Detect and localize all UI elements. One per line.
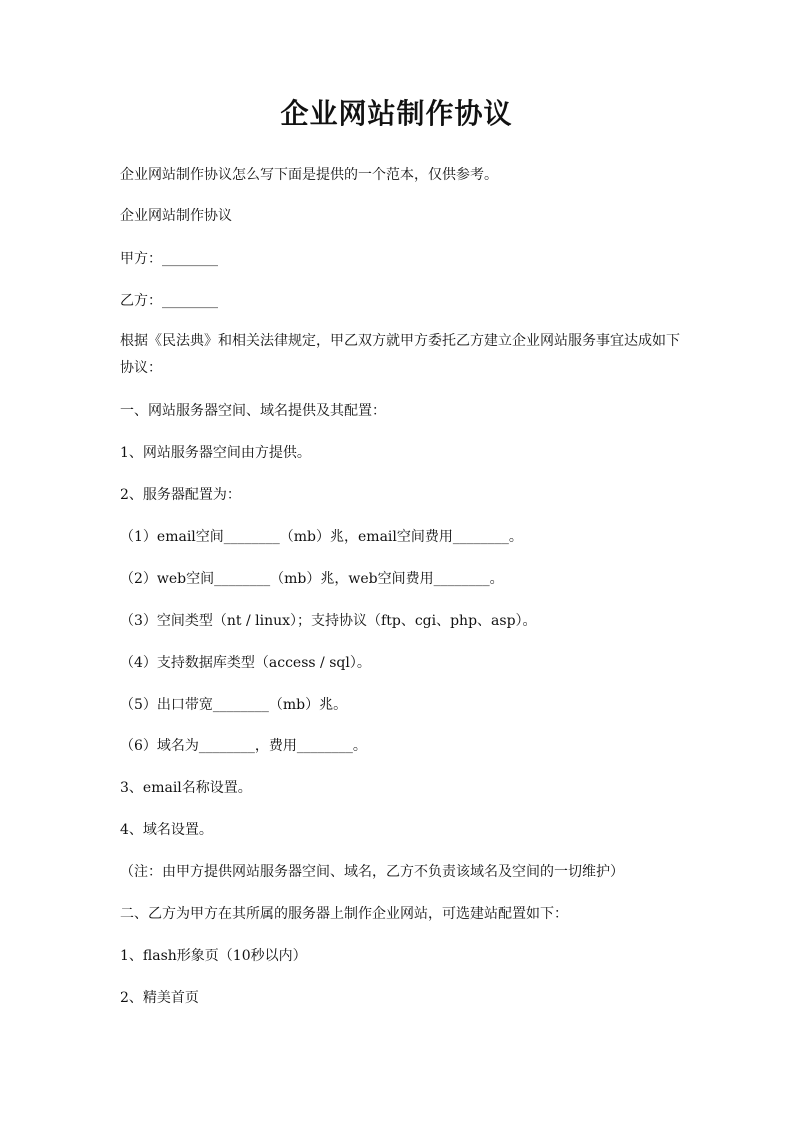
note-paragraph: （注：由甲方提供网站服务器空间、域名，乙方不负责该域名及空间的一切维护） [120, 864, 624, 880]
clause-2-1: 1、flash形象页（10秒以内） [120, 948, 307, 964]
clause-1-4: 4、域名设置。 [120, 822, 213, 838]
clause-1-1: 1、网站服务器空间由方提供。 [120, 445, 311, 461]
clause-1-3: 3、email名称设置。 [120, 780, 252, 796]
document-title: 企业网站制作协议 [280, 97, 513, 130]
config-item-1: （1）email空间________（mb）兆，email空间费用________。 [120, 529, 523, 545]
clause-1-2: 2、服务器配置为： [120, 487, 241, 503]
config-item-2: （2）web空间________（mb）兆，web空间费用________。 [120, 571, 504, 587]
config-item-3: （3）空间类型（nt / linux）；支持协议（ftp、cgi、php、asp）。 [120, 613, 537, 629]
config-item-4: （4）支持数据库类型（access / sql）。 [120, 655, 371, 671]
agreement-heading: 企业网站制作协议 [120, 208, 232, 224]
config-item-5: （5）出口带宽________（mb）兆。 [120, 697, 348, 713]
party-b-line: 乙方：________ [120, 293, 218, 309]
intro-paragraph: 企业网站制作协议怎么写下面是提供的一个范本，仅供参考。 [120, 167, 498, 183]
clause-2-2: 2、精美首页 [120, 990, 199, 1006]
party-a-line: 甲方：________ [120, 251, 218, 267]
section-2-heading: 二、乙方为甲方在其所属的服务器上制作企业网站，可选建站配置如下： [120, 906, 568, 922]
section-1-heading: 一、网站服务器空间、域名提供及其配置： [120, 403, 386, 419]
config-item-6: （6）域名为________，费用________。 [120, 738, 367, 754]
preamble-paragraph: 根据《民法典》和相关法律规定，甲乙双方就甲方委托乙方建立企业网站服务事宜达成如下协议： [120, 333, 680, 376]
